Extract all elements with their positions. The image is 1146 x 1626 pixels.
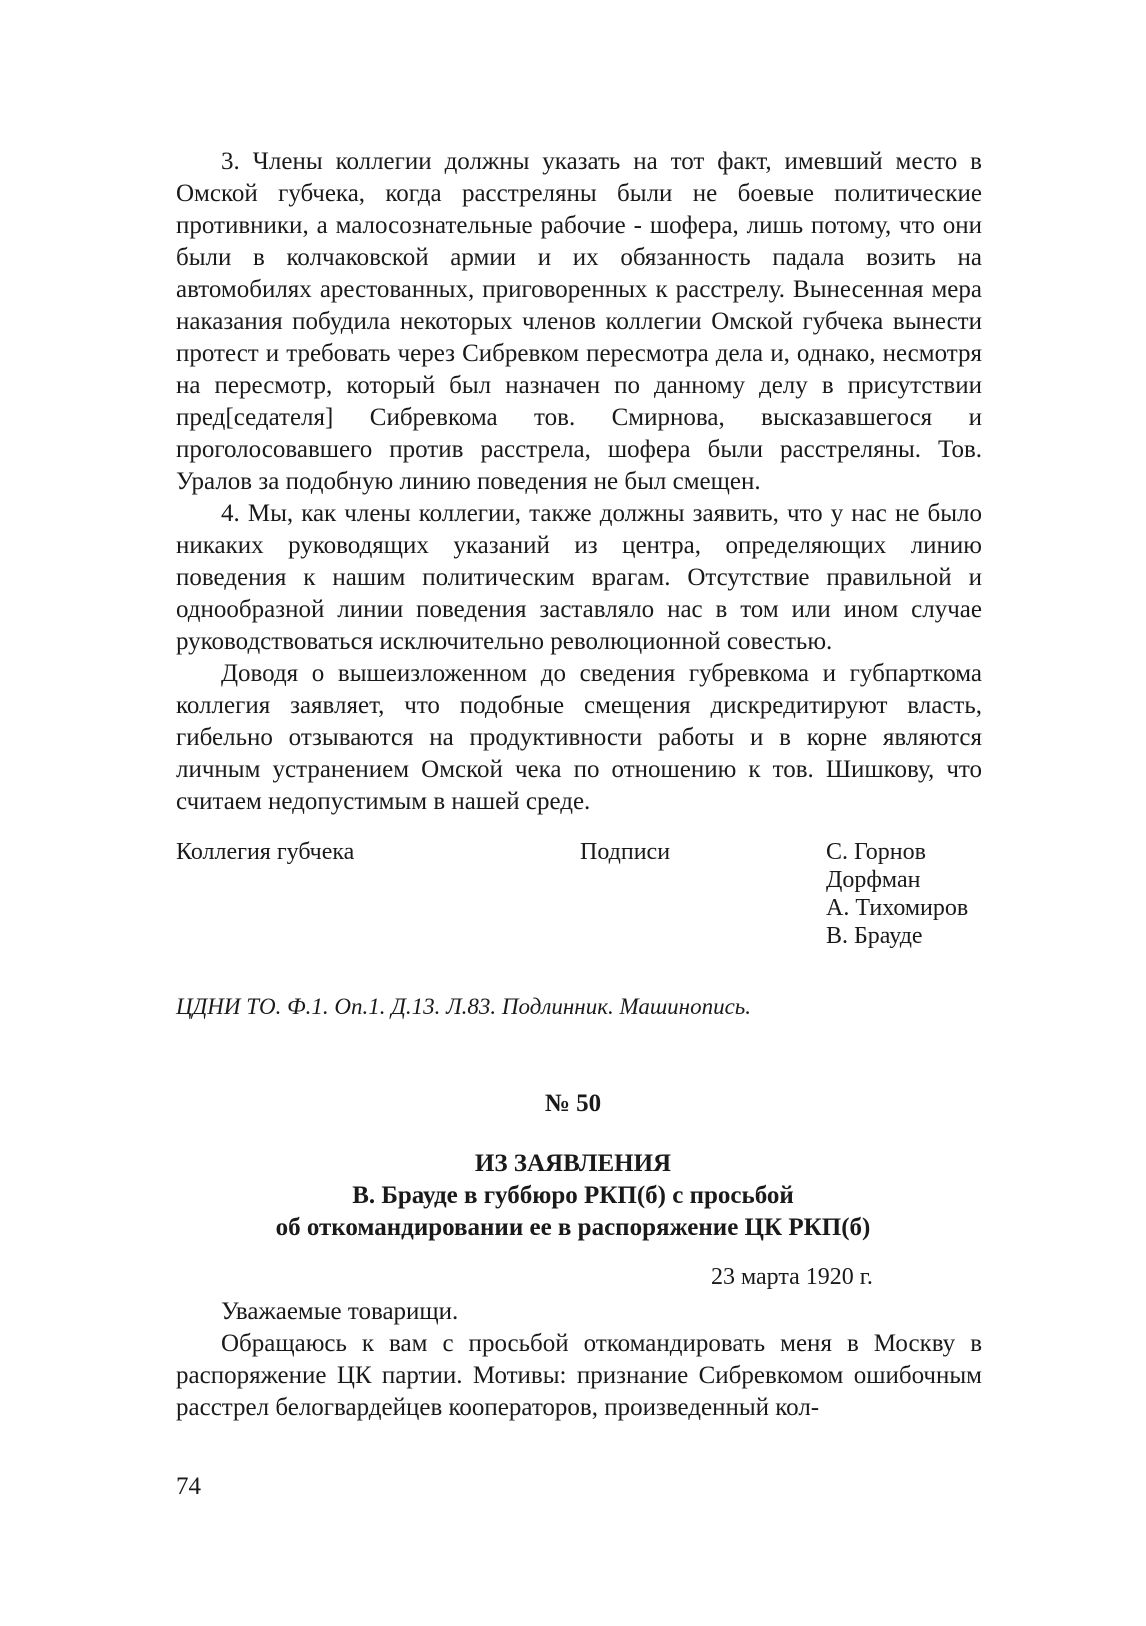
paragraph-point-4: 4. Мы, как члены коллегии, также должны заявить, что у нас не было никаких руководящих указаний из центра, определяющих линию поведения к нашим политическим врагам. Отсутствие правильной и однообразной линии поведения заставляло нас в том или ином случае руководствоваться исключительно революционной совестью.: [176, 500, 982, 655]
document-title-line: об откомандировании ее в распоряжение ЦК РКП(б): [275, 1214, 871, 1241]
signature-label: Подписи: [580, 839, 671, 865]
document-title-line: В. Брауде в губбюро РКП(б) с просьбой: [352, 1182, 794, 1209]
letter-greeting: Уважаемые товарищи.: [221, 1298, 459, 1325]
signatory-name: С. Горнов: [826, 839, 926, 865]
document-title-line: ИЗ ЗАЯВЛЕНИЯ: [474, 1150, 672, 1177]
document-number: № 50: [544, 1090, 602, 1117]
document-title: [0, 1148, 1146, 1244]
signatory-name: В. Брауде: [826, 923, 923, 949]
continuation-text: [176, 146, 982, 818]
signature-block: [0, 838, 1146, 968]
signatory-name: А. Тихомиров: [826, 895, 969, 921]
page-number: 74: [176, 1473, 201, 1500]
paragraph-conclusion: Доводя о вышеизложенном до сведения губревкома и губпарткома коллегия заявляет, что подобные смещения дискредитируют власть, гибельно отзываются на продуктивности работы и в корне являются личным устранением Омской чека по отношению к тов. Шишкову, что считаем недопустимым в нашей среде.: [176, 660, 982, 815]
paragraph-point-3: 3. Члены коллегии должны указать на тот факт, имевший место в Омской губчека, когда расстреляны были не боевые политические противники, а малосознательные рабочие - шофера, лишь потому, что они были в колчаковской армии и их обязанность падала возить на автомобилях арестованных, приговоренных к расстрелу. Вынесенная мера наказания побудила некоторых членов коллегии Омской губчека вынести протест и требовать через Сибревком пересмотра дела и, однако, несмотря на пересмотр, который был назначен по данному делу в присутствии пред[седателя] Сибревкома тов. Смирнова, высказавшегося и проголосовавшего против расстрела, шофера были расстреляны. Тов. Уралов за подобную линию поведения не был смещен.: [176, 148, 982, 495]
archival-source-note: ЦДНИ ТО. Ф.1. Оп.1. Д.13. Л.83. Подлинник. Машинопись.: [176, 994, 752, 1019]
signatory-name: Дорфман: [826, 867, 921, 893]
signature-organization: Коллегия губчека: [176, 839, 355, 865]
document-date: 23 марта 1920 г.: [711, 1264, 873, 1290]
letter-body: Обращаюсь к вам с просьбой откомандировать меня в Москву в распоряжение ЦК партии. Мотивы: признание Сибревкомом ошибочным расстрел белогвардейцев кооператоров, произведенный кол-: [176, 1330, 982, 1421]
letter-text: [176, 1296, 982, 1424]
signature-names: [826, 838, 968, 950]
